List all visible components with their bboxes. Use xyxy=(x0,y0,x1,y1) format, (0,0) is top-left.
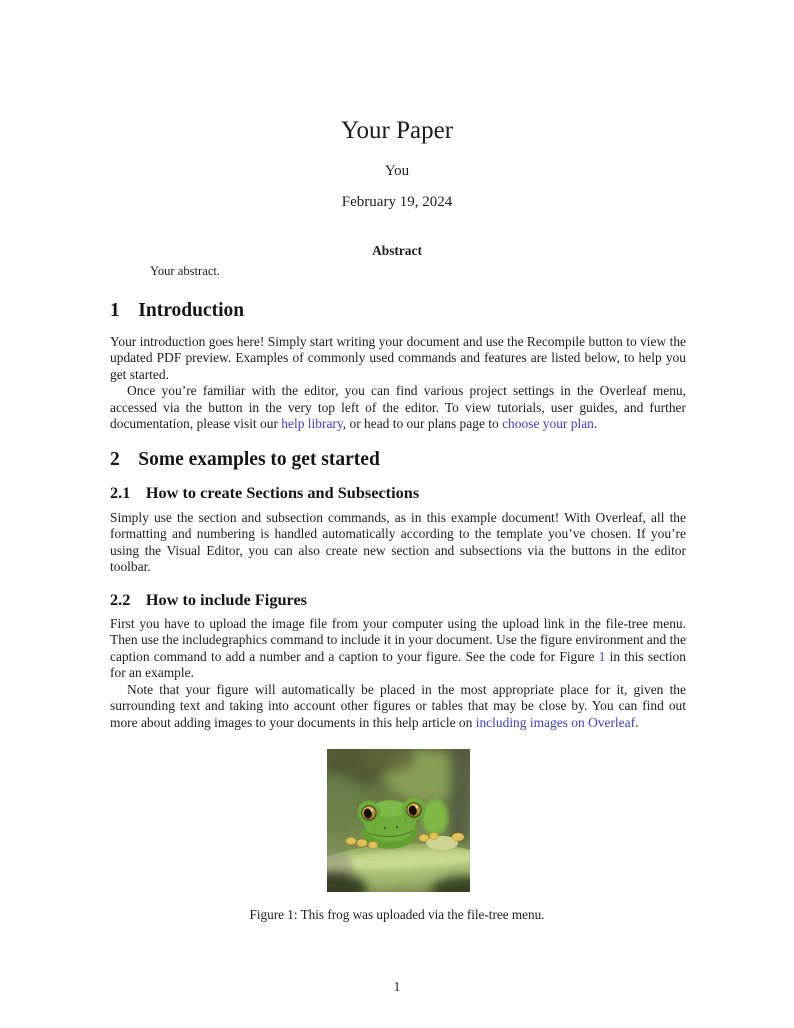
paragraph-text: Note that your figure will automatically be placed in the most appropriate place for it, given the surrounding text and taking into account other figures or tables that may be close by. You can find out more about adding images to your documents in this help article on xyxy=(110,681,686,730)
section-heading-introduction xyxy=(110,300,244,322)
figure-caption: Figure 1: This frog was uploaded via the file-tree menu. xyxy=(249,907,545,922)
paragraph xyxy=(110,383,686,432)
paragraph-text: . xyxy=(635,714,639,730)
figure-1 xyxy=(327,749,470,892)
paragraph xyxy=(110,510,686,576)
subsection-title: How to create Sections and Subsections xyxy=(145,483,420,502)
link-choose-your-plan[interactable]: choose your plan xyxy=(502,416,594,432)
paragraph-text: Simply use the section and subsection commands, as in this example document! With Overleaf, all the formatting and numbering is handled automatically according to the template you’ve chosen. If you’re using the Visual Editor, you can also create new section and subsections via the buttons in the editor toolbar. xyxy=(110,510,686,575)
abstract-heading: Abstract xyxy=(372,243,422,258)
abstract-text: Your abstract. xyxy=(150,264,221,278)
subsection-number: 2.1 xyxy=(110,483,131,502)
paragraph-text: Once you’re familiar with the editor, you can find various project settings in the Overleaf menu, accessed via the button in the very top left of the editor. To view tutorials, user guides, and further documentation, please visit our xyxy=(110,383,686,432)
subsection-heading-sections xyxy=(110,483,419,502)
section-heading-examples xyxy=(110,449,380,471)
subsection-heading-figures xyxy=(110,590,307,609)
paragraph-text: . xyxy=(593,416,598,432)
link-including-images-overleaf[interactable]: including images on Overleaf xyxy=(475,714,636,730)
page-number: 1 xyxy=(393,979,401,994)
section-number: 1 xyxy=(110,300,120,321)
link-help-library[interactable]: help library xyxy=(281,416,343,432)
paragraph-text: Your introduction goes here! Simply start writing your document and use the Recompile button to view the updated PDF preview. Examples of commonly used commands and features are listed below, to help you get started. xyxy=(110,334,686,382)
paper-date: February 19, 2024 xyxy=(341,194,453,210)
subsection-number: 2.2 xyxy=(110,590,131,609)
section-title: Introduction xyxy=(138,300,245,321)
link-figure-1-ref[interactable]: 1 xyxy=(598,648,606,664)
subsection-title: How to include Figures xyxy=(145,590,308,609)
frog-photo xyxy=(327,749,470,892)
paragraph-text: , or head to our plans page to xyxy=(342,416,503,432)
section-introduction-body xyxy=(110,334,686,433)
paragraph-text: in this section for an example. xyxy=(110,648,686,681)
paragraph xyxy=(110,334,686,383)
paragraph xyxy=(110,682,686,731)
section-title: Some examples to get started xyxy=(138,449,380,470)
subsection-sections-body xyxy=(110,510,686,576)
paragraph xyxy=(110,616,686,682)
paper-title: Your Paper xyxy=(340,117,454,144)
paragraph-text: First you have to upload the image file from your computer using the upload link in the file-tree menu. Then use the includegraphics command to include it in your document. Use the figure environment and the caption command to add a number and a caption to your figure. See the code for Figure xyxy=(110,616,686,664)
subsection-figures-body xyxy=(110,616,686,731)
section-number: 2 xyxy=(110,449,120,470)
paper-author: You xyxy=(384,163,410,179)
